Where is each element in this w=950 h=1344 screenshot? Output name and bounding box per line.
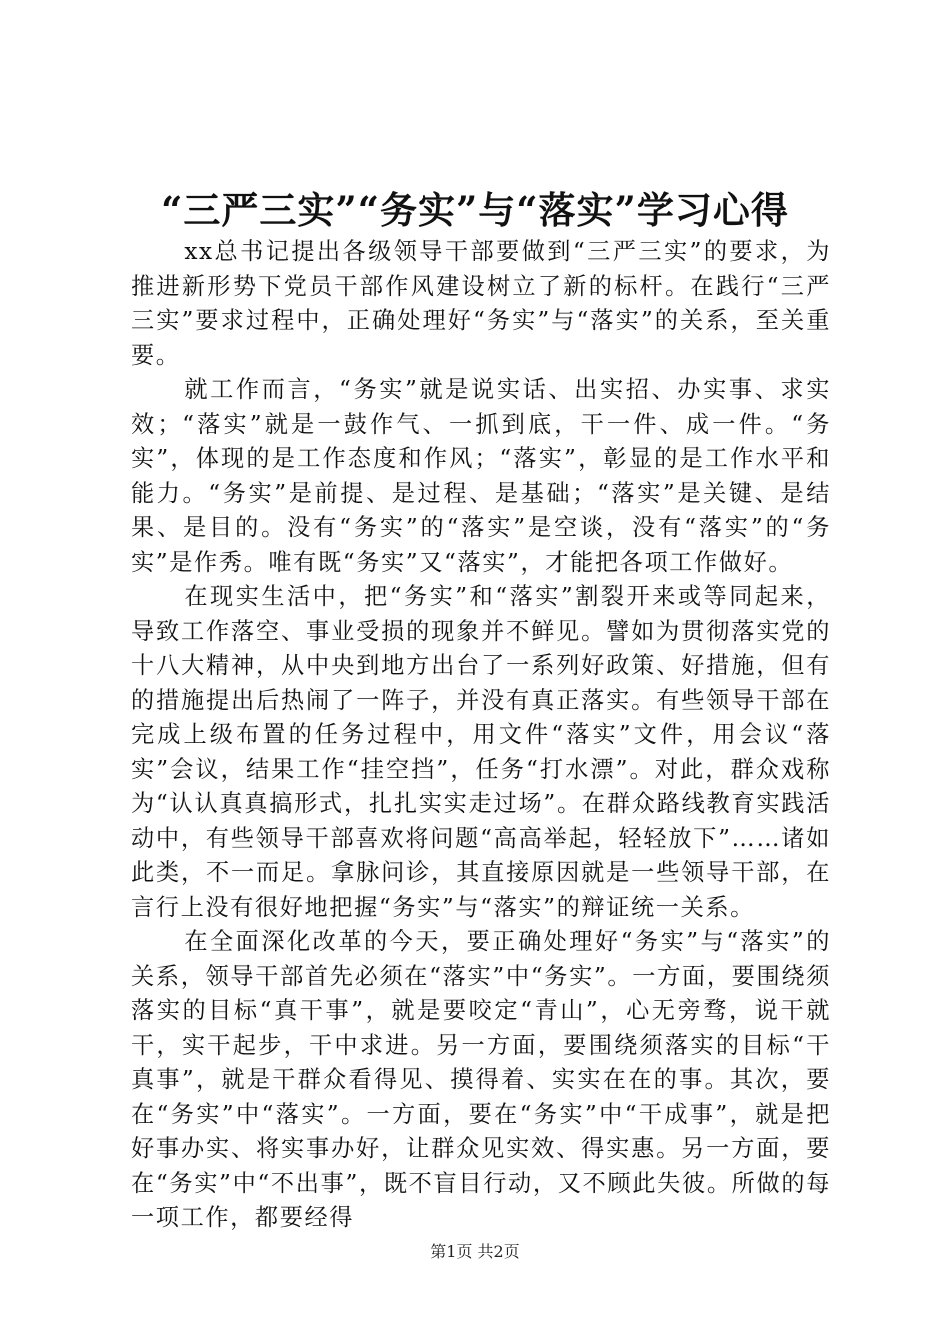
page-number-footer: 第1页 共2页: [430, 1242, 520, 1261]
paragraph-3: 在现实生活中，把“务实”和“落实”割裂开来或等同起来，导致工作落空、事业受损的现象并不鲜见。譬如为贯彻落实党的十八大精神，从中央到地方出台了一系列好政策、好措施，但有的措施提出后热闹了一阵子，并没有真正落实。有些领导干部在完成上级布置的任务过程中，用文件“落实”文件，用会议“落实”会议，结果工作“挂空挡”，任务“打水漂”。对此，群众戏称为“认认真真搞形式，扎扎实实走过场”。在群众路线教育实践活动中，有些领导干部喜欢将问题“高高举起，轻轻放下”……诸如此类，不一而足。拿脉问诊，其直接原因就是一些领导干部，在言行上没有很好地把握“务实”与“落实”的辩证统一关系。: [131, 583, 831, 921]
paragraph-2: 就工作而言，“务实”就是说实话、出实招、办实事、求实效；“落实”就是一鼓作气、一抓到底，干一件、成一件。“务实”，体现的是工作态度和作风；“落实”，彰显的是工作水平和能力。“务实”是前提、是过程、是基础；“落实”是关键、是结果、是目的。没有“务实”的“落实”是空谈，没有“落实”的“务实”是作秀。唯有既“务实”又“落实”，才能把各项工作做好。: [131, 376, 831, 576]
paragraph-1: xx总书记提出各级领导干部要做到“三严三实”的要求，为推进新形势下党员干部作风建设树立了新的标杆。在践行“三严三实”要求过程中，正确处理好“务实”与“落实”的关系，至关重要。: [131, 238, 831, 369]
document-title: “三严三实”“务实”与“落实”学习心得: [161, 188, 789, 232]
document-body: [131, 235, 831, 1236]
paragraph-4: 在全面深化改革的今天，要正确处理好“务实”与“落实”的关系，领导干部首先必须在“落实”中“务实”。一方面，要围绕须落实的目标“真干事”，就是要咬定“青山”，心无旁骛，说干就干，实干起步，干中求进。另一方面，要围绕须落实的目标“干真事”，就是干群众看得见、摸得着、实实在在的事。其次，要在“务实”中“落实”。一方面，要在“务实”中“干成事”，就是把好事办实、将实事办好，让群众见实效、得实惠。另一方面，要在“务实”中“不出事”，既不盲目行动，又不顾此失彼。所做的每一项工作，都要经得: [131, 928, 831, 1231]
